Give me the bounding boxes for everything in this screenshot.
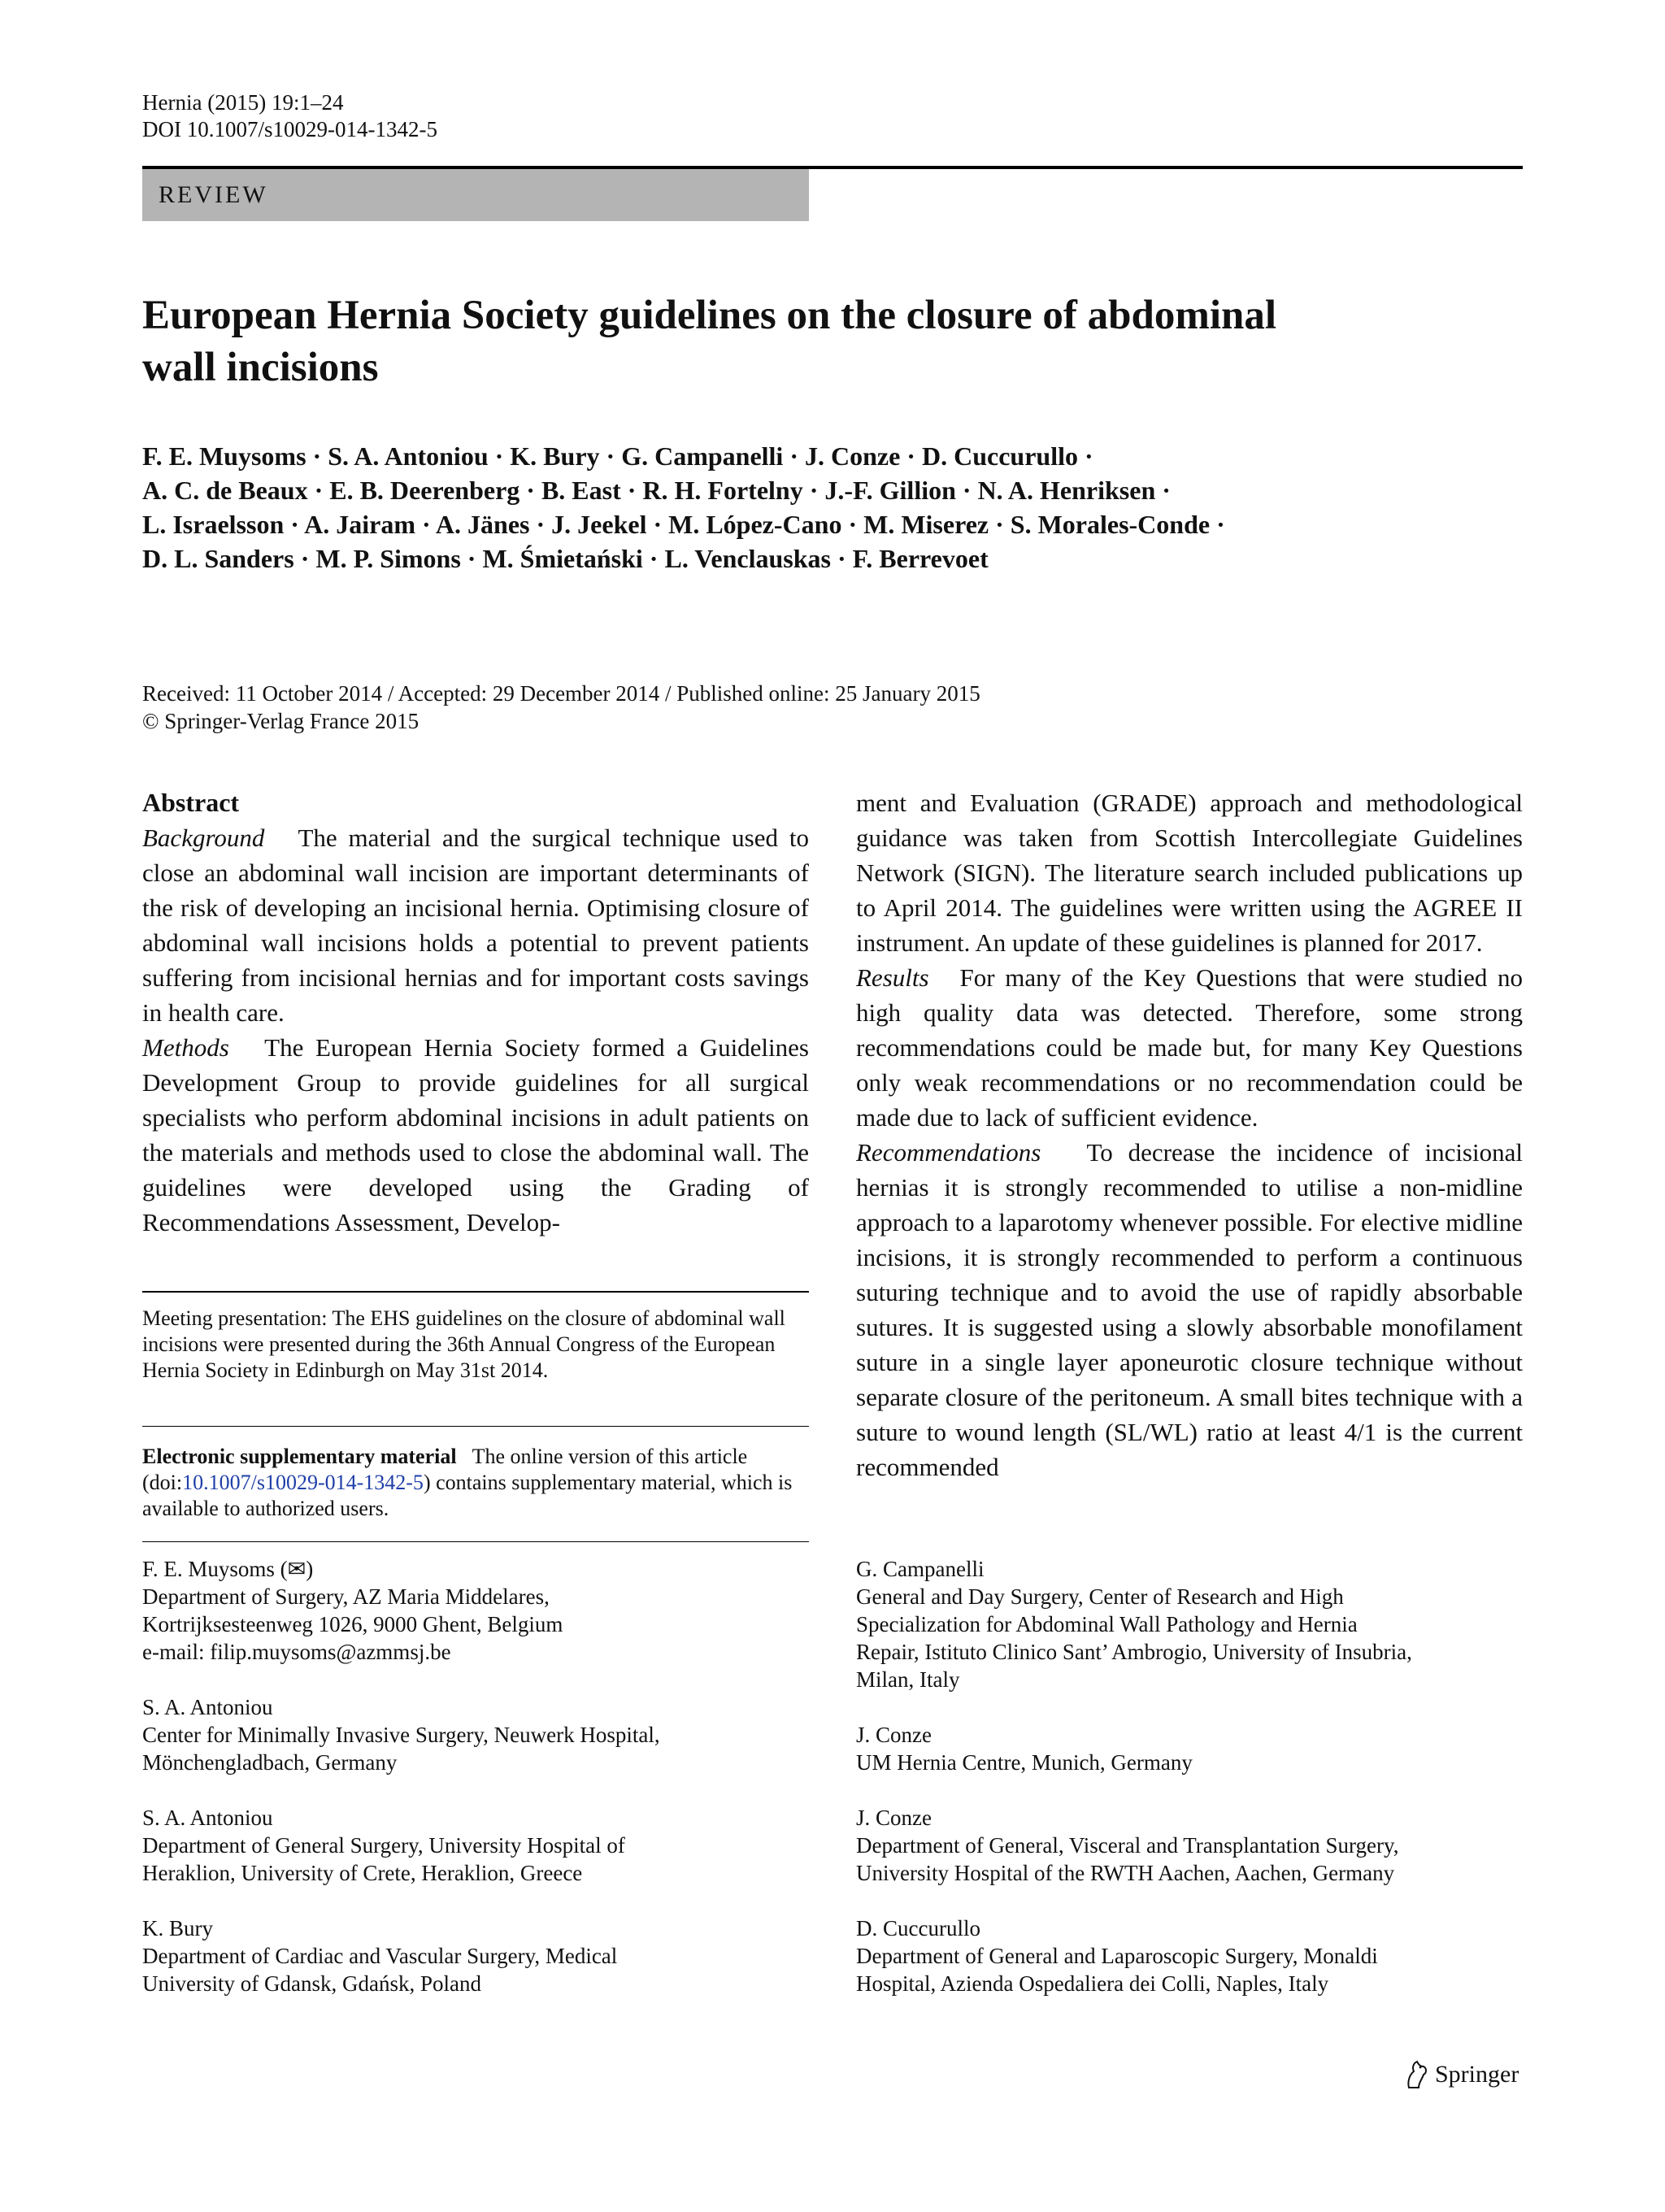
abstract-right-column (856, 785, 1523, 1484)
background-label: Background (142, 824, 265, 852)
affiliation-block (142, 1555, 809, 1666)
affiliation-block (856, 1804, 1523, 1887)
affiliation-line: University Hospital of the RWTH Aachen, Aachen, Germany (856, 1861, 1395, 1885)
title-line-1: European Hernia Society guidelines on the closure of abdominal (142, 293, 1277, 338)
affiliation-name: D. Cuccurullo (856, 1916, 980, 1940)
esm-text-before: The online version of this article (doi: (142, 1445, 748, 1494)
affiliation-block (142, 1914, 809, 1997)
esm-label: Electronic supplementary material (142, 1445, 457, 1468)
methods-text: The European Hernia Society formed a Guidelines Development Group to provide guidelines for all surgical specialists who perform abdominal incisions in adult patients on the materials and methods used to close the abdominal wall. The guidelines were developed using the Grading of Recommendations Assessment, Develop- (142, 1033, 809, 1236)
meeting-presentation-text: Meeting presentation: The EHS guidelines on the closure of abdominal wall incisions were presented during the 36th Annual Congress of the European Hernia Society in Edinburgh on May 31st 2014. (142, 1306, 785, 1382)
title-line-2: wall incisions (142, 345, 379, 390)
affiliation-name: K. Bury (142, 1916, 213, 1940)
author-line: F. E. Muysoms · S. A. Antoniou · K. Bury · G. Campanelli · J. Conze · D. Cuccurullo · (142, 441, 1093, 471)
affiliation-line: Repair, Istituto Clinico Sant’ Ambrogio, University of Insubria, (856, 1640, 1412, 1664)
methods-label: Methods (142, 1033, 229, 1062)
affiliation-name: S. A. Antoniou (142, 1695, 273, 1719)
journal-citation: Hernia (2015) 19:1–24 (142, 90, 344, 115)
affiliation-line: Department of Surgery, AZ Maria Middelares, (142, 1584, 550, 1609)
affiliation-block (142, 1804, 809, 1887)
abstract-methods (142, 1030, 809, 1240)
affiliations-right (856, 1555, 1523, 2025)
affiliation-line: Specialization for Abdominal Wall Pathology and Hernia (856, 1612, 1358, 1636)
methods-continuation: ment and Evaluation (GRADE) approach and methodological guidance was taken from Scottish Intercollegiate Guidelines Network (SIGN). The literature search included publications up to April 2014. The guidelines were written using the AGREE II instrument. An update of these guidelines is planned for 2017. (856, 789, 1523, 957)
affiliation-line: Department of General Surgery, University Hospital of (142, 1833, 625, 1858)
esm-note (142, 1444, 809, 1522)
article-title (142, 289, 1524, 393)
publication-dates (142, 680, 980, 735)
affiliation-block (856, 1555, 1523, 1693)
doi-link[interactable]: 10.1007/s10029-014-1342-5 (182, 1471, 424, 1494)
publisher-logo (1402, 2058, 1519, 2091)
affiliation-line: Heraklion, University of Crete, Heraklion, Greece (142, 1861, 583, 1885)
abstract-background (142, 820, 809, 1030)
affiliation-line: Hospital, Azienda Ospedaliera dei Colli, Naples, Italy (856, 1971, 1329, 1996)
recommendations-label: Recommendations (856, 1138, 1041, 1167)
journal-header (142, 89, 437, 143)
background-text: The material and the surgical technique used to close an abdominal wall incision are important determinants of the risk of developing an incisional hernia. Optimising closure of abdominal wall incisions holds a potential to prevent patients suffering from incisional hernias and for important costs savings in health care. (142, 824, 809, 1027)
springer-horse-icon (1402, 2058, 1430, 2091)
affiliation-line: University of Gdansk, Gdańsk, Poland (142, 1971, 481, 1996)
affiliation-name: S. A. Antoniou (142, 1806, 273, 1830)
affiliation-line: Mönchengladbach, Germany (142, 1750, 398, 1775)
affiliation-name: J. Conze (856, 1723, 932, 1747)
affiliation-line: Department of General and Laparoscopic Surgery, Monaldi (856, 1944, 1378, 1968)
abstract-heading: Abstract (142, 788, 240, 817)
author-line: L. Israelsson · A. Jairam · A. Jänes · J. Jeekel · M. López-Cano · M. Miserez · S. Morales-Conde · (142, 510, 1225, 539)
affiliation-name: G. Campanelli (856, 1557, 985, 1581)
affiliation-line: Department of Cardiac and Vascular Surgery, Medical (142, 1944, 618, 1968)
affiliation-line: Center for Minimally Invasive Surgery, Neuwerk Hospital, (142, 1723, 660, 1747)
affiliation-line: General and Day Surgery, Center of Research and High (856, 1584, 1344, 1609)
affiliation-email[interactable]: e-mail: filip.muysoms@azmmsj.be (142, 1640, 451, 1664)
affiliation-line: UM Hernia Centre, Munich, Germany (856, 1750, 1193, 1775)
esm-text-after: ) contains supplementary material, which is available to authorized users. (142, 1471, 793, 1520)
affiliation-rule (142, 1541, 809, 1542)
footnote-rule-2 (142, 1426, 809, 1427)
author-line: A. C. de Beaux · E. B. Deerenberg · B. East · R. H. Fortelny · J.-F. Gillion · N. A. Henriksen · (142, 476, 1171, 505)
section-label: REVIEW (142, 169, 809, 221)
recommendations-text: To decrease the incidence of incisional hernias it is strongly recommended to utilise a non-midline approach to a laparotomy whenever possible. For elective midline incisions, it is strongly recommended to perform a continuous suturing technique and to avoid the use of rapidly absorbable sutures. It is suggested using a slowly absorbable monofilament suture in a single layer aponeurotic closure technique without separate closure of the peritoneum. A small bites technique with a suture to wound length (SL/WL) ratio at least 4/1 is the current recommended (856, 1138, 1523, 1481)
publisher-name: Springer (1435, 2061, 1519, 2088)
affiliation-name: F. E. Muysoms (✉) (142, 1557, 314, 1581)
affiliation-line: Department of General, Visceral and Transplantation Surgery, (856, 1833, 1399, 1858)
affiliation-block (856, 1721, 1523, 1776)
affiliation-block (856, 1914, 1523, 1997)
affiliation-block (142, 1693, 809, 1776)
abstract-recommendations (856, 1135, 1523, 1484)
received-accepted-line: Received: 11 October 2014 / Accepted: 29 December 2014 / Published online: 25 January 2015 (142, 681, 980, 706)
copyright-line: © Springer-Verlag France 2015 (142, 709, 420, 733)
footnote-rule (142, 1291, 809, 1293)
doi-line: DOI 10.1007/s10029-014-1342-5 (142, 117, 437, 141)
affiliation-line: Kortrijksesteenweg 1026, 9000 Ghent, Belgium (142, 1612, 563, 1636)
abstract-left-column (142, 785, 809, 1240)
affiliation-name: J. Conze (856, 1806, 932, 1830)
affiliations-left (142, 1555, 809, 2025)
results-label: Results (856, 963, 929, 992)
affiliation-line: Milan, Italy (856, 1667, 960, 1692)
author-line: D. L. Sanders · M. P. Simons · M. Śmietański · L. Venclauskas · F. Berrevoet (142, 544, 989, 573)
results-text: For many of the Key Questions that were studied no high quality data was detected. Therefore, some strong recommendations could be made but, for many Key Questions only weak recommendations or no recommendation could be made due to lack of sufficient evidence. (856, 963, 1524, 1132)
author-list (142, 439, 1524, 576)
meeting-note (142, 1306, 809, 1384)
abstract-results (856, 960, 1523, 1135)
